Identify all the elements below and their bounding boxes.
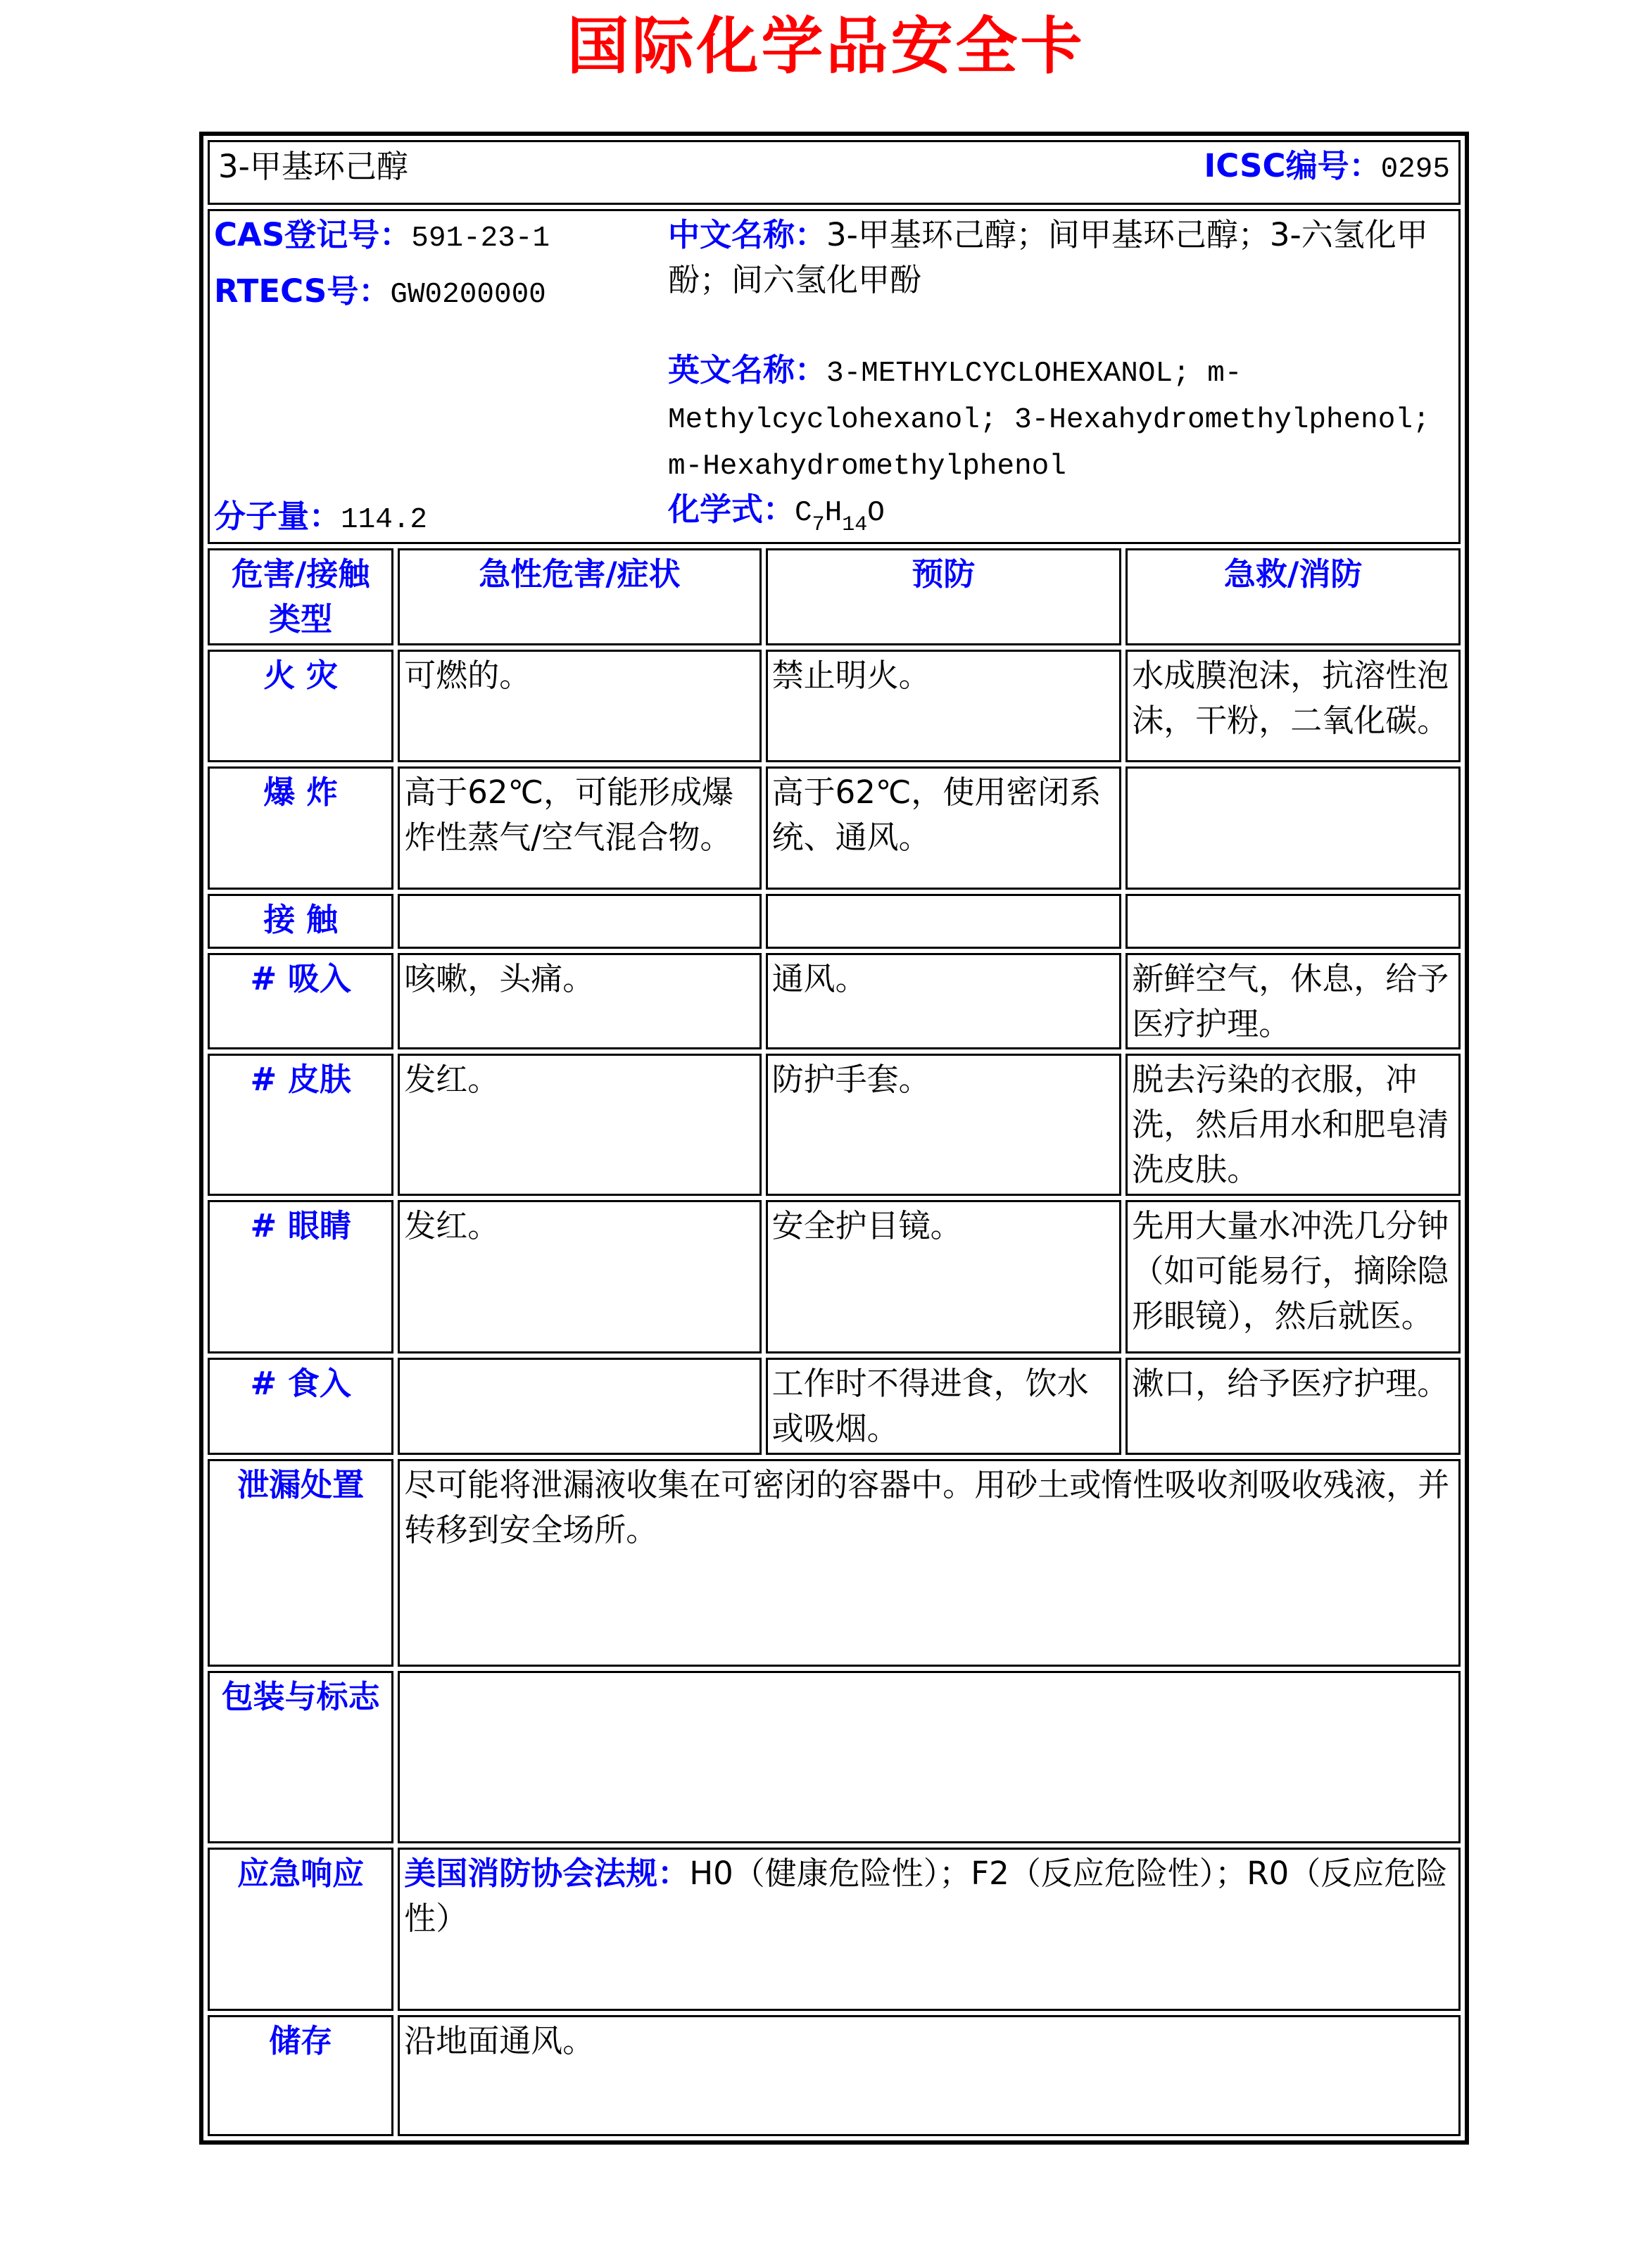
cas-label: CAS登记号： (214, 215, 412, 253)
fire-firstaid: 水成膜泡沫，抗溶性泡沫，干粉，二氧化碳。 (1125, 650, 1461, 762)
row-label-storage: 储存 (208, 2015, 393, 2136)
eyes-symptoms: 发红。 (398, 1200, 761, 1353)
molecular-weight-value: 114.2 (341, 503, 428, 536)
english-name-label: 英文名称： (668, 351, 827, 389)
row-label-emergency: 应急响应 (208, 1848, 393, 2011)
row-label-skin: # 皮肤 (208, 1054, 393, 1196)
formula-value: $C_7H_{14}O$ (795, 497, 885, 538)
substance-name: 3-甲基环己醇 (218, 147, 408, 185)
cas-value: 591-23-1 (411, 222, 550, 255)
header-prevention: 预防 (766, 548, 1122, 645)
icsc-number (1204, 144, 1450, 190)
header-firstaid-firefighting: 急救/消防 (1125, 548, 1461, 645)
eyes-prevention: 安全护目镜。 (766, 1200, 1122, 1353)
row-label-fire: 火 灾 (208, 650, 393, 762)
explosion-firstaid (1125, 766, 1461, 890)
eyes-firstaid: 先用大量水冲洗几分钟（如可能易行，摘除隐形眼镜），然后就医。 (1125, 1200, 1461, 1353)
molecular-weight-label: 分子量： (214, 497, 341, 535)
row-label-eyes: # 眼睛 (208, 1200, 393, 1353)
rtecs-value: GW0200000 (390, 279, 546, 312)
emergency-text: 美国消防协会法规：H0（健康危险性）；F2（反应危险性）；R0（反应危险性） (398, 1848, 1461, 2011)
icsc-number-value: 0295 (1380, 153, 1450, 186)
identifiers-names-cell (208, 209, 1461, 544)
chinese-name-label: 中文名称： (668, 215, 827, 253)
ingestion-prevention: 工作时不得进食，饮水或吸烟。 (766, 1358, 1122, 1455)
row-label-inhalation: # 吸入 (208, 953, 393, 1050)
safety-card (199, 132, 1469, 2145)
row-label-spillage: 泄漏处置 (208, 1459, 393, 1667)
row-label-packaging: 包装与标志 (208, 1671, 393, 1843)
table-row (208, 1848, 1461, 2011)
row-label-explosion: 爆 炸 (208, 766, 393, 890)
ingestion-firstaid: 漱口，给予医疗护理。 (1125, 1358, 1461, 1455)
page-title: 国际化学品安全卡 (567, 10, 1085, 82)
exposure-symptoms (398, 894, 761, 949)
table-row (208, 650, 1461, 762)
table-row (208, 894, 1461, 949)
molecular-weight-line (214, 494, 668, 541)
inhalation-prevention: 通风。 (766, 953, 1122, 1050)
storage-text: 沿地面通风。 (398, 2015, 1461, 2136)
name-icsc-cell (208, 140, 1461, 205)
exposure-prevention (766, 894, 1122, 949)
table-row (208, 1054, 1461, 1196)
chinese-name-line (668, 213, 1451, 303)
icsc-number-label: ICSC编号： (1204, 146, 1381, 184)
safety-card-table (203, 136, 1465, 2140)
exposure-firstaid (1125, 894, 1461, 949)
table-row (208, 2015, 1461, 2136)
ingestion-symptoms (398, 1358, 761, 1455)
table-row (208, 1358, 1461, 1455)
table-row (208, 1200, 1461, 1353)
skin-prevention: 防护手套。 (766, 1054, 1122, 1196)
chinese-name-value: 3-甲基环己醇；间甲基环己醇；3-六氢化甲酚；间六氢化甲酚 (668, 215, 1428, 298)
explosion-prevention: 高于62℃，使用密闭系统、通风。 (766, 766, 1122, 890)
icsc-page (0, 10, 1652, 2253)
english-name-line (668, 348, 1451, 488)
cas-line (214, 213, 668, 259)
fire-prevention: 禁止明火。 (766, 650, 1122, 762)
table-row (208, 1671, 1461, 1843)
identifier-block (214, 213, 668, 541)
inhalation-firstaid: 新鲜空气，休息，给予医疗护理。 (1125, 953, 1461, 1050)
skin-firstaid: 脱去污染的衣服，冲洗，然后用水和肥皂清洗皮肤。 (1125, 1054, 1461, 1196)
table-row (208, 953, 1461, 1050)
header-acute-hazards: 急性危害/症状 (398, 548, 761, 645)
spillage-text: 尽可能将泄漏液收集在可密闭的容器中。用砂土或惰性吸收剂吸收残液，并转移到安全场所。 (398, 1459, 1461, 1667)
fire-symptoms: 可燃的。 (398, 650, 761, 762)
inhalation-symptoms: 咳嗽，头痛。 (398, 953, 761, 1050)
header-hazard-type: 危害/接触 类型 (208, 548, 393, 645)
rtecs-label: RTECS号： (214, 272, 391, 310)
packaging-text (398, 1671, 1461, 1843)
names-block (668, 213, 1454, 541)
row-label-exposure: 接 触 (208, 894, 393, 949)
row-label-ingestion: # 食入 (208, 1358, 393, 1455)
rtecs-line (214, 269, 668, 315)
formula-label: 化学式： (668, 491, 795, 529)
explosion-symptoms: 高于62℃，可能形成爆炸性蒸气/空气混合物。 (398, 766, 761, 890)
formula-line (668, 487, 1451, 541)
table-row (208, 766, 1461, 890)
english-name-value: 3-METHYLCYCLOHEXANOL; m-Methylcyclohexanol; 3-Hexahydromethylphenol; m-Hexahydromethylphenol (668, 357, 1430, 484)
table-row (208, 1459, 1461, 1667)
skin-symptoms: 发红。 (398, 1054, 761, 1196)
